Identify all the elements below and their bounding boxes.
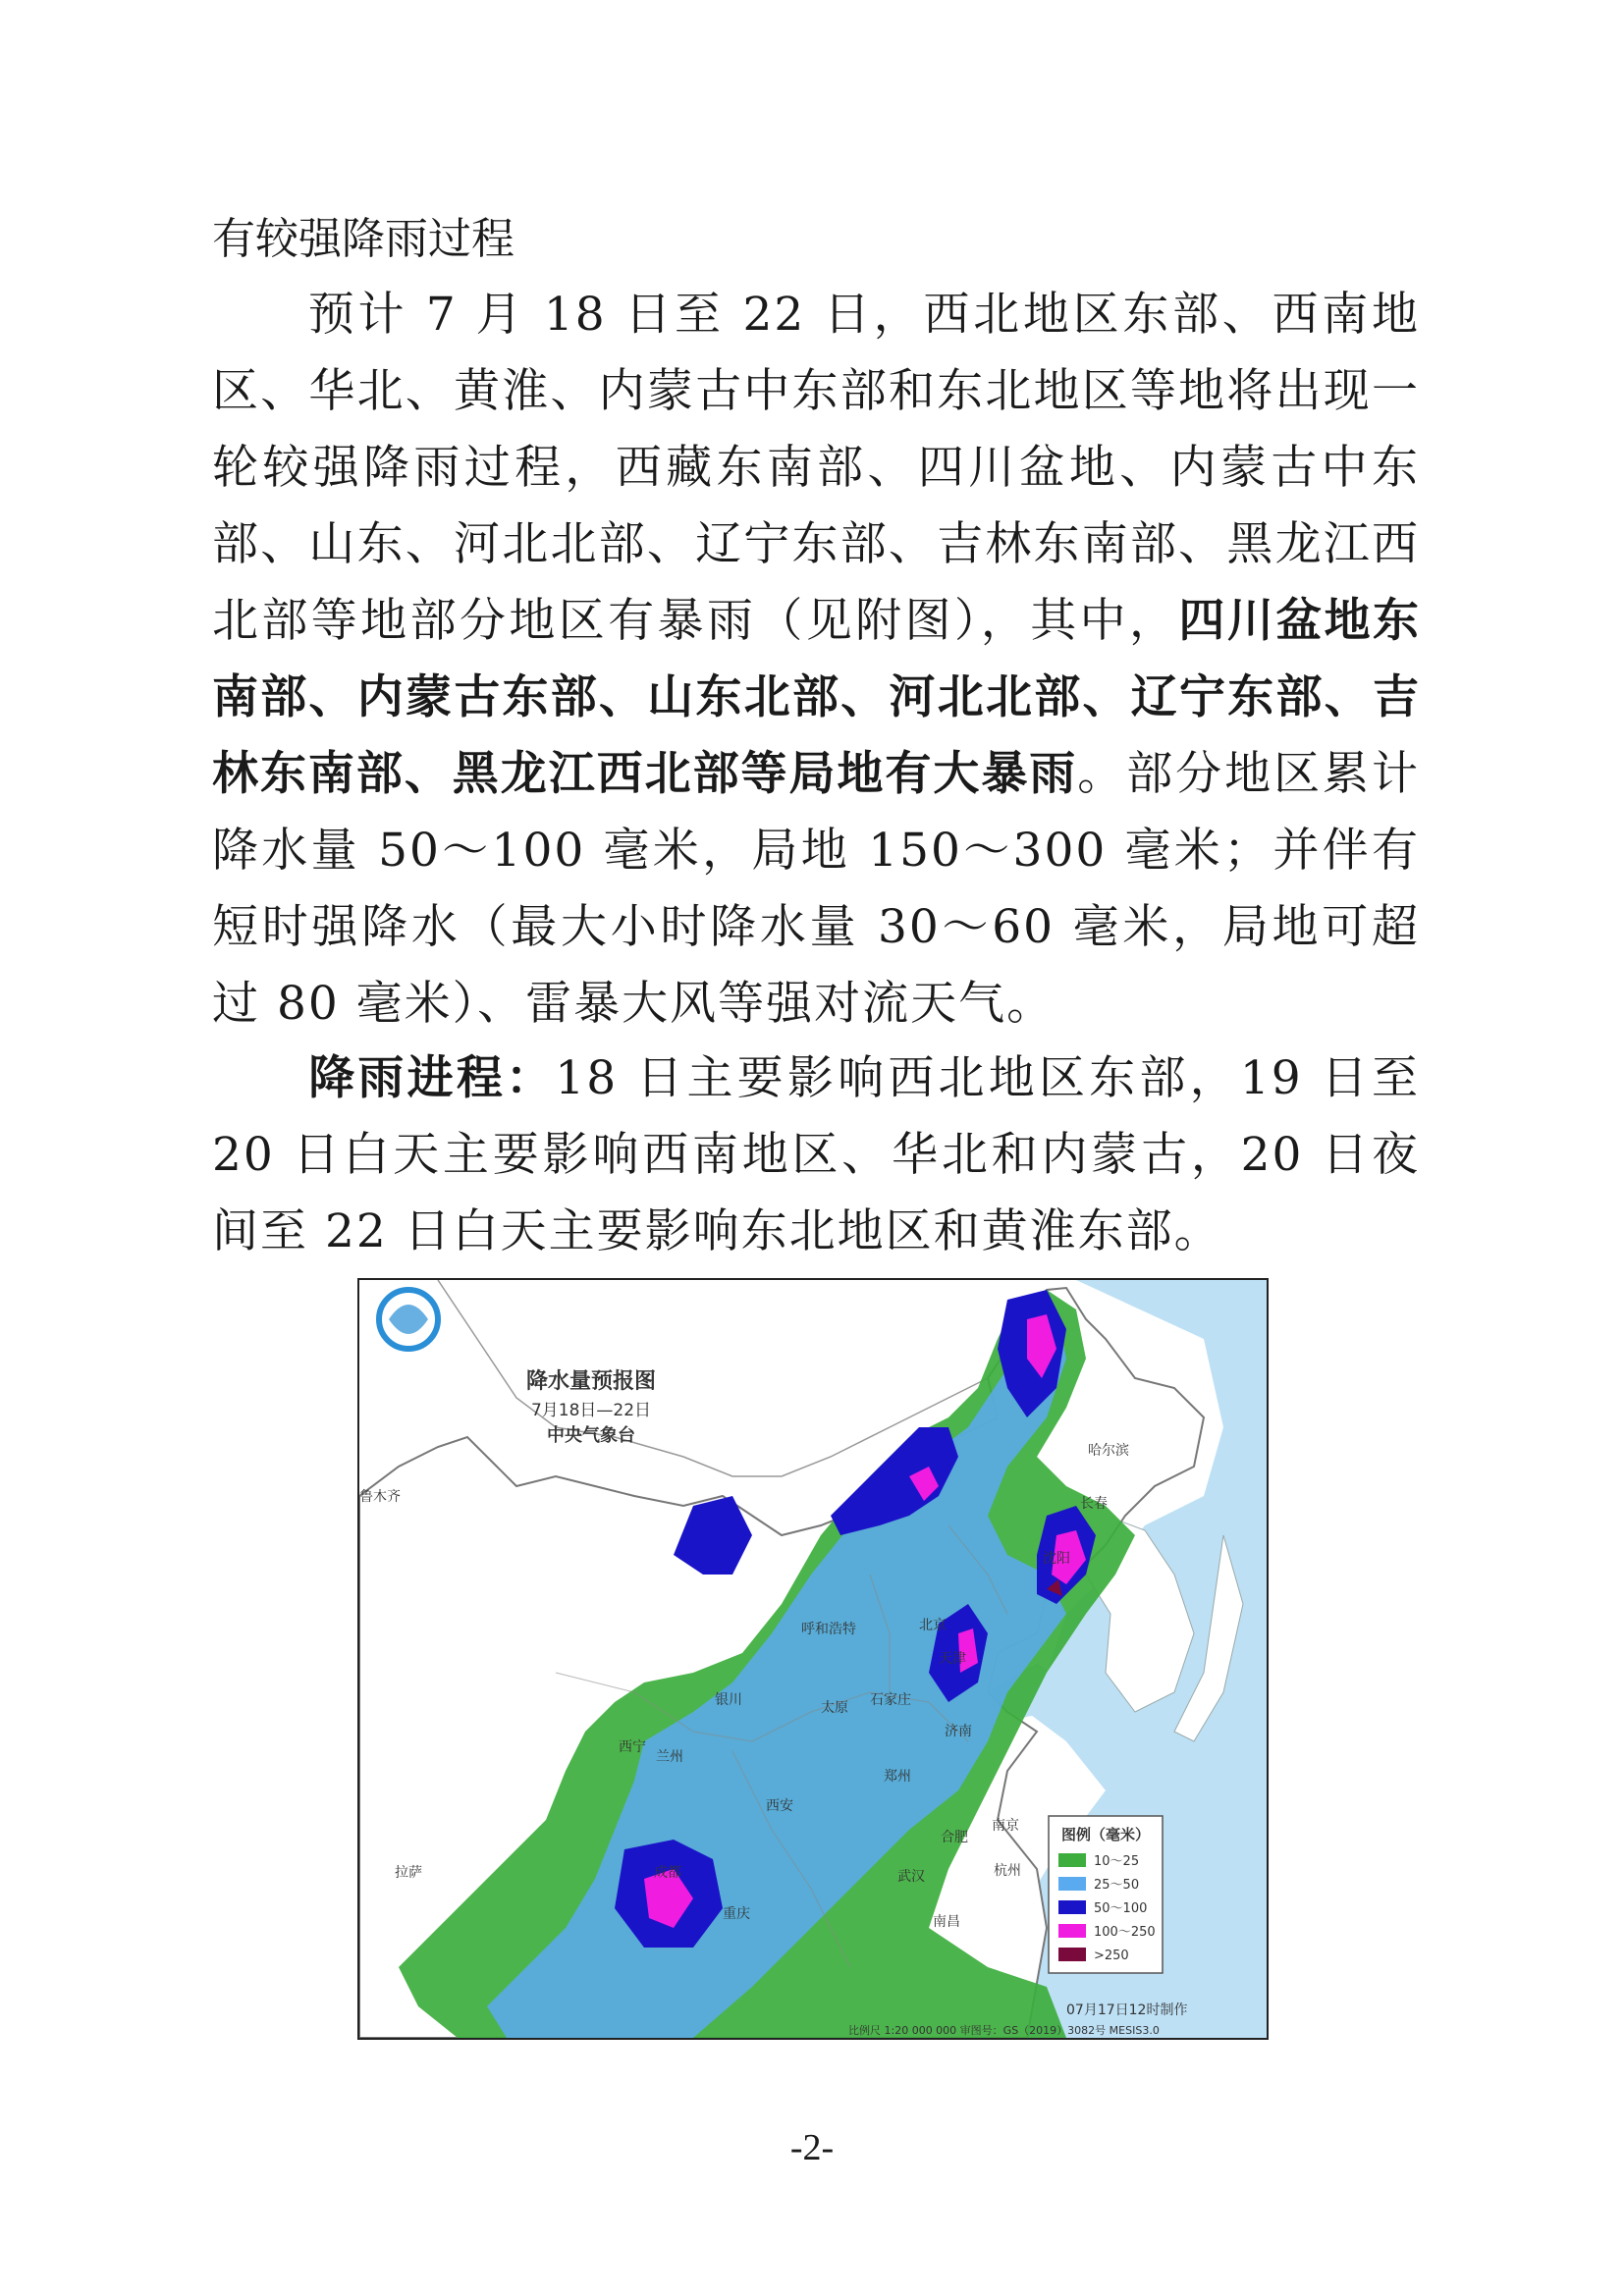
legend-label: 10～25 bbox=[1094, 1854, 1140, 1869]
map-title: 降水量预报图 bbox=[525, 1369, 657, 1394]
forecast-text-emphasis: 四川盆地东南部、内蒙古东部、山东北部、河北北部、辽宁东部、吉林东南部、黑龙江西北部等局地有大暴雨 bbox=[212, 594, 1421, 801]
legend-swatch bbox=[1058, 1948, 1086, 1961]
city-xining: 西宁 bbox=[619, 1739, 646, 1755]
legend-label: 50～100 bbox=[1094, 1901, 1148, 1916]
city-zhengzhou: 郑州 bbox=[884, 1769, 911, 1785]
city-urumqi: 鲁木齐 bbox=[359, 1489, 401, 1505]
section-heading: 有较强降雨过程 bbox=[212, 214, 514, 264]
city-hohhot: 呼和浩特 bbox=[801, 1622, 856, 1637]
legend-swatch bbox=[1058, 1877, 1086, 1891]
city-tianjin: 天津 bbox=[939, 1651, 966, 1667]
forecast-paragraph bbox=[212, 277, 1420, 1042]
city-hangzhou: 杭州 bbox=[994, 1863, 1021, 1879]
city-taiyuan: 太原 bbox=[821, 1700, 848, 1716]
legend-title: 图例（毫米） bbox=[1060, 1826, 1151, 1843]
legend-swatch bbox=[1058, 1853, 1086, 1867]
city-jinan: 济南 bbox=[945, 1724, 972, 1739]
rain-progress-paragraph bbox=[212, 1041, 1420, 1270]
city-hefei: 合肥 bbox=[941, 1830, 968, 1845]
map-scale-note: 比例尺 1:20 000 000 审图号：GS（2019）3082号 MESIS3.0 bbox=[848, 2024, 1160, 2037]
city-nanchang: 南昌 bbox=[933, 1914, 960, 1930]
city-lhasa: 拉萨 bbox=[395, 1865, 422, 1881]
city-chengdu: 成都 bbox=[654, 1865, 681, 1881]
city-wuhan: 武汉 bbox=[897, 1869, 925, 1885]
city-chongqing: 重庆 bbox=[723, 1906, 750, 1922]
precipitation-forecast-map bbox=[357, 1278, 1269, 2040]
legend-swatch bbox=[1058, 1900, 1086, 1914]
city-beijing: 北京 bbox=[919, 1618, 947, 1633]
city-xian: 西安 bbox=[766, 1798, 793, 1814]
city-lanzhou: 兰州 bbox=[656, 1749, 683, 1765]
map-legend bbox=[1049, 1816, 1163, 1973]
page-number: -2- bbox=[789, 2127, 835, 2168]
map-date-range: 7月18日—22日 bbox=[530, 1401, 652, 1420]
forecast-text-details: 。部分地区累计降水量 50～100 毫米，局地 150～300 毫米；并伴有短时强降水（最大小时降水量 30～60 毫米，局地可超过 80 毫米）、雷暴大风等强对流天气。 bbox=[212, 747, 1420, 1031]
city-shenyang: 沈阳 bbox=[1043, 1551, 1070, 1567]
map-issuer: 中央气象台 bbox=[547, 1425, 635, 1446]
rain-progress-text: 18 日主要影响西北地区东部，19 日至 20 日白天主要影响西南地区、华北和内蒙古，20 日夜间至 22 日白天主要影响东北地区和黄淮东部。 bbox=[212, 1051, 1421, 1258]
legend-label: >250 bbox=[1094, 1949, 1129, 1963]
city-shijiazhuang: 石家庄 bbox=[870, 1692, 911, 1708]
map-made-time: 07月17日12时制作 bbox=[1066, 2002, 1188, 2018]
city-nanjing: 南京 bbox=[992, 1818, 1019, 1834]
city-changchun: 长春 bbox=[1080, 1496, 1108, 1512]
legend-swatch bbox=[1058, 1924, 1086, 1938]
forecast-text-intro: 预计 7 月 18 日至 22 日，西北地区东部、西南地区、华北、黄淮、内蒙古中东部和东北地区等地将出现一轮较强降雨过程，西藏东南部、四川盆地、内蒙古中东部、山东、河北北部、辽宁东部、吉林东南部、黑龙江西北部等地部分地区有暴雨（见附图），其中， bbox=[212, 288, 1420, 648]
cma-logo-icon bbox=[379, 1290, 438, 1349]
city-harbin: 哈尔滨 bbox=[1088, 1443, 1129, 1459]
city-yinchuan: 银川 bbox=[715, 1692, 742, 1708]
rain-progress-label: 降雨进程： bbox=[306, 1051, 556, 1105]
legend-label: 25～50 bbox=[1094, 1878, 1140, 1893]
legend-label: 100～250 bbox=[1094, 1925, 1156, 1940]
